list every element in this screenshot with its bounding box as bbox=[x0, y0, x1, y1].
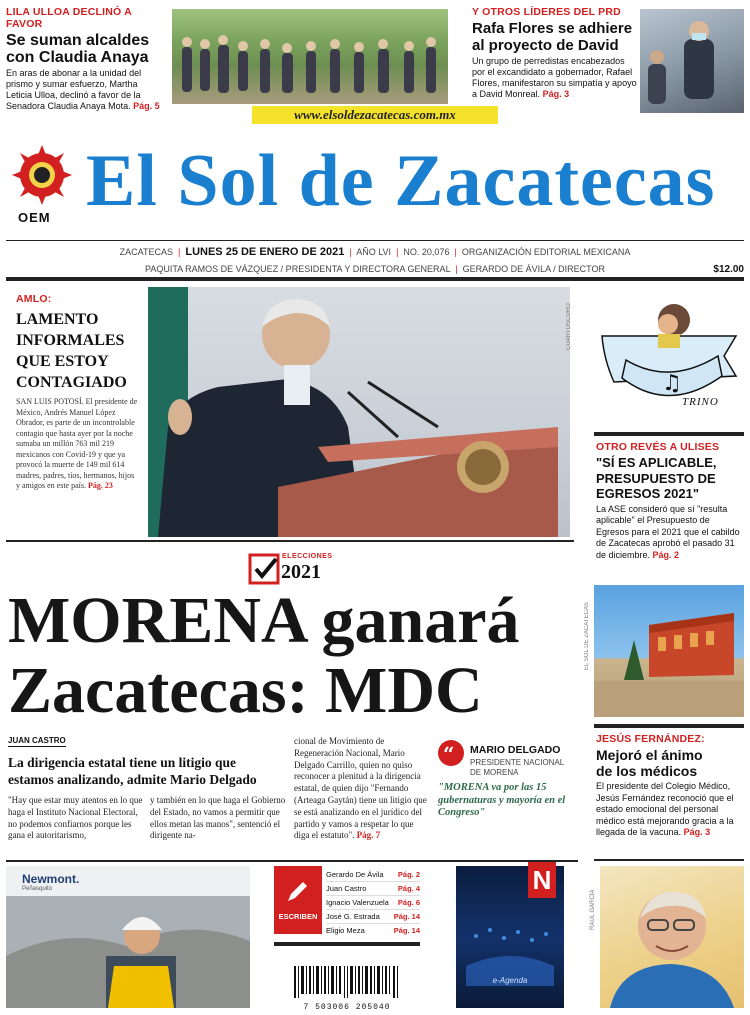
president-podium-illustration bbox=[148, 287, 570, 537]
writer-name: Eligio Meza bbox=[326, 926, 365, 935]
top-left-body bbox=[6, 68, 166, 112]
top-right-headline-line2: al proyecto de David bbox=[472, 37, 619, 54]
quote-text: "MORENA va por las 15 gubernaturas y mayoría en el Congreso" bbox=[438, 782, 566, 818]
building-photo bbox=[594, 585, 744, 717]
top-left-photo bbox=[172, 9, 448, 104]
top-right-page-ref[interactable]: Pág. 3 bbox=[542, 89, 570, 99]
writer-row[interactable] bbox=[326, 868, 420, 882]
writer-page: Pág. 4 bbox=[397, 884, 420, 893]
top-left-headline-line2: con Claudia Anaya bbox=[6, 49, 149, 66]
right-rule-3 bbox=[594, 859, 744, 861]
newmont-ad[interactable] bbox=[6, 866, 250, 1008]
amlo-story[interactable] bbox=[6, 287, 148, 537]
jesus-kicker: JESÚS FERNÁNDEZ: bbox=[596, 733, 705, 745]
building-photo-credit: EL SOL DE ZACATECAS bbox=[584, 602, 590, 670]
dateline-city: ZACATECAS bbox=[119, 247, 173, 257]
jesus-headline-line2: de los médicos bbox=[596, 763, 698, 779]
top-left-headline-line1: Se suman alcaldes bbox=[6, 32, 150, 49]
jesus-page-ref[interactable]: Pág. 3 bbox=[683, 827, 711, 837]
elections-year: 2021 bbox=[281, 561, 321, 583]
elections-badge bbox=[248, 551, 358, 587]
top-right-body bbox=[472, 56, 638, 100]
oem-logo-text: OEM bbox=[18, 210, 51, 225]
barcode-bars bbox=[292, 966, 402, 998]
main-col3-page-ref[interactable]: Pág. 7 bbox=[356, 830, 381, 841]
price: $12.00 bbox=[713, 264, 744, 275]
writer-row[interactable] bbox=[326, 910, 420, 924]
main-headline-line2: Zacatecas: MDC bbox=[8, 654, 483, 727]
writer-row[interactable] bbox=[326, 924, 420, 937]
ulises-body bbox=[596, 504, 744, 562]
pen-icon bbox=[283, 876, 313, 906]
writer-page: Pág. 2 bbox=[397, 870, 420, 879]
website-banner[interactable] bbox=[252, 106, 498, 124]
amlo-body-text: SAN LUIS POTOSÍ. El presidente de México, Andrés Manuel López Obrador, es parte de un incontrolable contagio que hasta ayer por la noche sumaba un millón 763 mil 219 mexicanos con Covid-19 y que ya provocó la muerte de 149 mil 614 madres, padres, tíos, hermanos, hijos y amigos en este país. bbox=[16, 397, 138, 490]
top-left-body-text: En aras de abonar a la unidad del prismo y sumar esfuerzo, Martha Leticia Ulloa, declinó a favor de la Senadora Claudia Anaya Mota. bbox=[6, 68, 142, 111]
main-headline[interactable] bbox=[8, 586, 578, 726]
dateline-date: LUNES 25 DE ENERO DE 2021 bbox=[185, 246, 345, 258]
right-rule-2 bbox=[594, 724, 744, 728]
main-col3 bbox=[294, 736, 430, 842]
separator: | bbox=[175, 247, 183, 257]
amlo-headline-line4: CONTAGIADO bbox=[16, 374, 127, 391]
promo-text: e-Agenda bbox=[492, 976, 528, 985]
top-right-body-text: Un grupo de perredistas encabezados por el excandidato a gobernador, Rafael Flores, manifestaron su simpatía y apoyo a David Monreal. bbox=[472, 56, 637, 99]
ulises-kicker: OTRO REVÉS A ULISES bbox=[596, 441, 720, 453]
dateline-number: NO. 20,076 bbox=[403, 247, 450, 257]
writer-page: Pág. 14 bbox=[393, 912, 420, 921]
dateline-year: AÑO LVI bbox=[356, 247, 392, 257]
dateline-rule bbox=[6, 277, 744, 281]
staff-director: GERARDO DE ÁVILA / DIRECTOR bbox=[462, 264, 605, 274]
writer-row[interactable] bbox=[326, 882, 420, 896]
escriben-box bbox=[274, 866, 420, 934]
right-rule-1 bbox=[594, 432, 744, 436]
mine-worker-illustration bbox=[6, 896, 250, 1008]
separator: | bbox=[393, 247, 401, 257]
trino-cartoon bbox=[594, 290, 744, 425]
ulises-page-ref[interactable]: Pág. 2 bbox=[652, 549, 680, 560]
main-bottom-rule bbox=[6, 860, 578, 862]
amlo-body bbox=[16, 397, 138, 492]
amlo-headline-line2: INFORMALES bbox=[16, 332, 125, 349]
cartoon-illustration bbox=[594, 290, 744, 425]
jesus-body-text: El presidente del Colegio Médico, Jesús Fernández reconoció que el estado emocional del personal médico está mejorando gracia a la llegada de la vacuna. bbox=[596, 781, 734, 837]
ulises-story[interactable] bbox=[596, 441, 744, 581]
amlo-photo-credit: CUARTOSCURO bbox=[566, 303, 572, 350]
writer-name: Ignacio Valenzuela bbox=[326, 898, 389, 907]
barcode-number: 7 503006 205040 bbox=[303, 1003, 391, 1012]
cartoon-signature: TRINO bbox=[682, 396, 719, 408]
main-col1: "Hay que estar muy atentos en lo que haga el Instituto Nacional Electoral, no podemos confiarnos porque les gana el autoritarismo, bbox=[8, 795, 143, 841]
amlo-page-ref[interactable]: Pág. 23 bbox=[87, 481, 113, 490]
amlo-headline-line1: LAMENTO bbox=[16, 311, 99, 328]
separator: | bbox=[451, 247, 460, 257]
speaker-illustration bbox=[640, 9, 744, 113]
dateline bbox=[6, 246, 744, 258]
top-left-kicker: LILA ULLOA DECLINÓ A FAVOR bbox=[6, 6, 132, 30]
stage-lights-illustration bbox=[456, 866, 564, 1008]
masthead-title: El Sol de Zacatecas bbox=[86, 140, 716, 222]
doctor-photo bbox=[600, 866, 744, 1008]
top-right-kicker: Y OTROS LÍDERES DEL PRD bbox=[472, 6, 621, 18]
escriben-label: ESCRIBEN bbox=[278, 912, 318, 921]
svg-text:“: “ bbox=[443, 742, 455, 766]
amlo-headline bbox=[16, 309, 138, 393]
main-deck: La dirigencia estatal tiene un litigio que estamos analizando, admite Mario Delgado bbox=[8, 755, 257, 787]
staff-president: PAQUITA RAMOS DE VÁZQUEZ / PRESIDENTA Y DIRECTORA GENERAL bbox=[145, 264, 451, 274]
writer-name: Juan Castro bbox=[326, 884, 367, 893]
main-byline: JUAN CASTRO bbox=[8, 736, 66, 745]
newmont-sub: Peñasquito bbox=[22, 886, 53, 892]
promo-box[interactable] bbox=[456, 866, 564, 1008]
ballot-check-icon bbox=[248, 553, 280, 585]
amlo-headline-line3: QUE ESTOY bbox=[16, 353, 109, 370]
top-right-headline-line1: Rafa Flores se adhiere bbox=[472, 20, 633, 37]
oem-logo bbox=[10, 143, 74, 225]
jesus-story[interactable] bbox=[596, 733, 744, 861]
quote-name: MARIO DELGADO bbox=[470, 744, 561, 756]
escriben-label-box bbox=[274, 866, 322, 934]
separator: | bbox=[346, 247, 355, 257]
quote-role2: DE MORENA bbox=[470, 768, 519, 777]
doctor-portrait-illustration bbox=[600, 866, 744, 1008]
promo-letter: N bbox=[532, 865, 552, 895]
amlo-bottom-rule bbox=[6, 540, 574, 542]
top-left-headline bbox=[6, 32, 166, 66]
writer-page: Pág. 14 bbox=[393, 926, 420, 935]
amlo-kicker: AMLO: bbox=[16, 293, 52, 305]
main-col2: y también en lo que haga el Gobierno del Estado, no vamos a permitir que ellos metan las manos", sentenció el dirigente na- bbox=[150, 795, 286, 841]
amlo-photo bbox=[148, 287, 570, 537]
writer-page: Pág. 6 bbox=[397, 898, 420, 907]
writers-list bbox=[326, 868, 420, 937]
staff-line bbox=[6, 264, 744, 274]
dateline-org: ORGANIZACIÓN EDITORIAL MEXICANA bbox=[461, 247, 631, 257]
sun-emblem-icon bbox=[10, 143, 74, 205]
top-left-story[interactable] bbox=[6, 6, 166, 111]
elections-label: ELECCIONES bbox=[282, 553, 333, 560]
jesus-headline-line1: Mejoró el ánimo bbox=[596, 747, 703, 763]
quote-role1: PRESIDENTE NACIONAL bbox=[470, 758, 565, 767]
jesus-headline bbox=[596, 747, 744, 779]
website-url[interactable]: www.elsoldezacatecas.com.mx bbox=[294, 107, 456, 122]
top-left-page-ref[interactable]: Pág. 5 bbox=[133, 101, 160, 111]
writer-name: José G. Estrada bbox=[326, 912, 380, 921]
quote-icon bbox=[438, 740, 464, 766]
top-right-story[interactable] bbox=[472, 6, 638, 106]
music-note-icon: ♫ bbox=[662, 371, 682, 396]
quote-box bbox=[438, 740, 576, 840]
writer-row[interactable] bbox=[326, 896, 420, 910]
top-right-headline bbox=[472, 20, 638, 54]
writer-name: Gerardo De Ávila bbox=[326, 870, 384, 879]
main-headline-line1: MORENA ganará bbox=[8, 584, 520, 657]
barcode bbox=[292, 966, 402, 1012]
masthead-rule bbox=[6, 240, 744, 241]
doctor-photo-credit: RAÚL GARCÍA bbox=[590, 889, 596, 930]
top-right-photo bbox=[640, 9, 744, 113]
newmont-brand: Newmont. bbox=[22, 872, 80, 886]
escriben-rule bbox=[274, 942, 420, 946]
building-illustration bbox=[594, 585, 744, 717]
ulises-headline: "SÍ ES APLICABLE, PRESUPUESTO DE EGRESOS 2021" bbox=[596, 455, 717, 501]
separator: | bbox=[452, 264, 461, 274]
jesus-body bbox=[596, 781, 744, 839]
ulises-body-text: La ASE consideró que sí "resulta aplicable" el Presupuesto de Egresos para el 2021 que el cabildo de Zacatecas aprobó el pasado 31 de diciembre. bbox=[596, 503, 740, 560]
people-group-illustration bbox=[172, 9, 448, 104]
main-col3-text: cional de Movimiento de Regeneración Nacional, Mario Delgado Carrillo, quien no quiso reconocer a plenitud a la dirigencia estatal, de quien dijo "Fernando (Arteaga Gaytán) tiene un litigio que se está analizando en el jurídico del partido y vamos a respetar lo que diga el estatuto". bbox=[294, 736, 427, 841]
